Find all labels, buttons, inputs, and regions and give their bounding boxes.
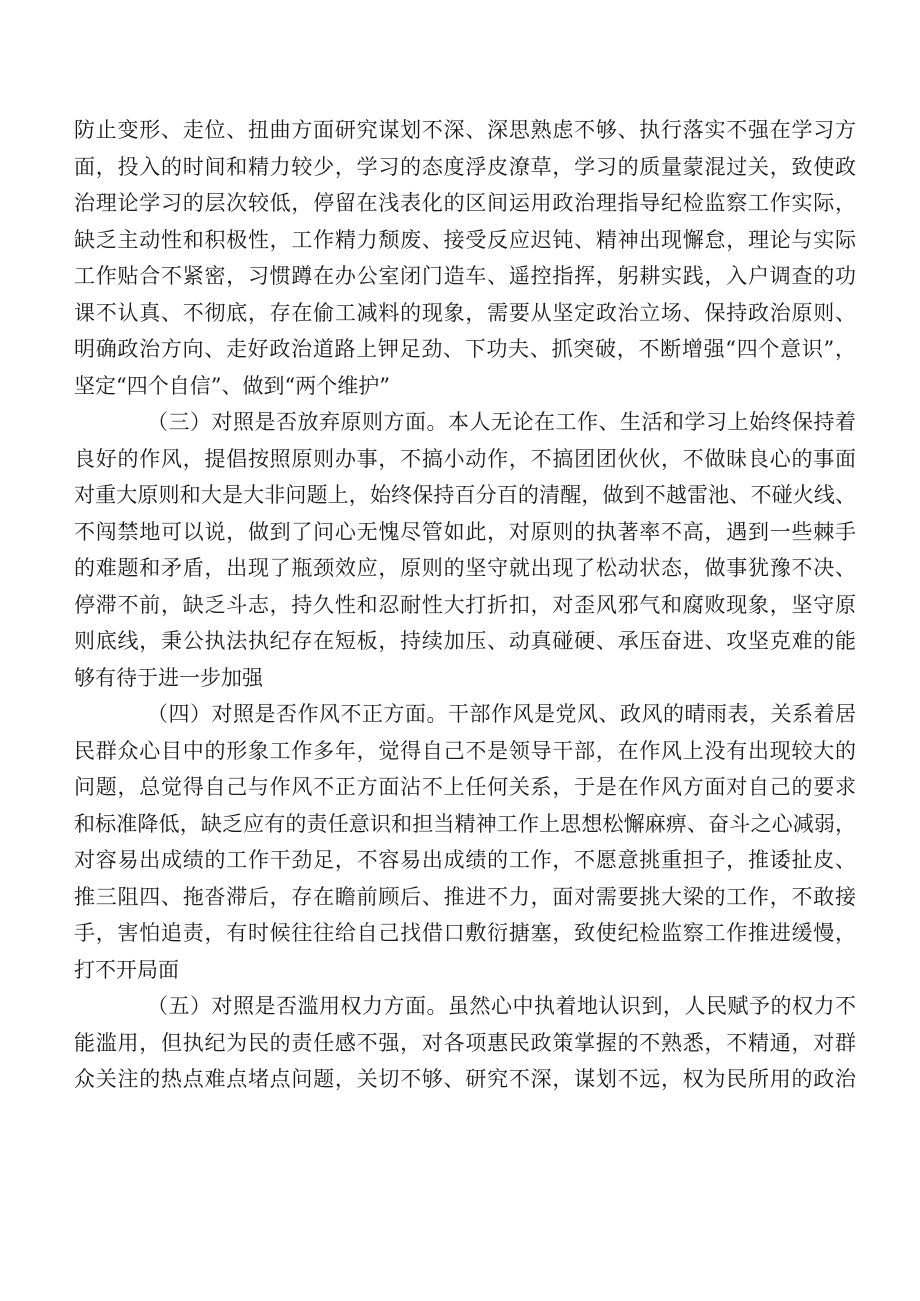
text-line: 坚定“四个自信”、做到“两个维护” [74, 373, 390, 398]
text-line: 不闯禁地可以说，做到了问心无愧尽管如此，对原则的执著率不高，遇到一些棘手 [74, 519, 856, 544]
paragraph-section-5 [74, 988, 856, 1098]
text-line: 和标准降低，缺乏应有的责任意识和担当精神工作上思想松懈麻痹、奋斗之心减弱， [74, 811, 856, 836]
text-line: 工作贴合不紧密，习惯蹲在办公室闭门造车、遥控指挥，躬耕实践，入户调查的功 [74, 264, 856, 288]
text-line: 的难题和矛盾，出现了瓶颈效应，原则的坚守就出现了松动状态，做事犹豫不决、 [74, 556, 856, 580]
paragraph-continuation [74, 112, 856, 404]
text-line: 停滞不前，缺乏斗志，持久性和忍耐性大打折扣，对歪风邪气和腐败现象，坚守原 [74, 592, 856, 617]
section-heading-line: （四）对照是否作风不正方面。干部作风是党风、政风的晴雨表，关系着居 [147, 702, 856, 726]
text-line: 对重大原则和大是大非问题上，始终保持百分百的清醒，做到不越雷池、不碰火线、 [74, 483, 856, 507]
text-line: 课不认真、不彻底，存在偷工减料的现象，需要从坚定政治立场、保持政治原则、 [74, 300, 856, 325]
text-line: 对容易出成绩的工作干劲足，不容易出成绩的工作，不愿意挑重担子，推诿扯皮、 [74, 848, 856, 872]
section-heading-line: （五）对照是否滥用权力方面。虽然心中执着地认识到，人民赋予的权力不 [147, 994, 856, 1018]
document-page [74, 112, 856, 1098]
section-heading-line: （三）对照是否放弃原则方面。本人无论在工作、生活和学习上始终保持着 [147, 410, 856, 434]
paragraph-section-4 [74, 696, 856, 988]
text-line: 良好的作风，提倡按照原则办事，不搞小动作，不搞团团伙伙，不做昧良心的事面 [74, 446, 856, 471]
text-line: 则底线，秉公执法执纪存在短板，持续加压、动真碰硬、承压奋进、攻坚克难的能 [74, 629, 856, 653]
text-line: 缺乏主动性和积极性，工作精力颓废、接受反应迟钝、精神出现懈怠，理论与实际 [74, 227, 856, 252]
text-line: 手，害怕追责，有时候往往给自己找借口敷衍搪塞，致使纪检监察工作推进缓慢， [74, 921, 856, 945]
text-line: 治理论学习的层次较低，停留在浅表化的区间运用政治理指导纪检监察工作实际， [74, 191, 856, 215]
text-line: 够有待于进一步加强 [74, 665, 263, 690]
text-line: 面，投入的时间和精力较少，学习的态度浮皮潦草，学习的质量蒙混过关，致使政 [74, 154, 856, 179]
text-line: 民群众心目中的形象工作多年，觉得自己不是领导干部，在作风上没有出现较大的 [74, 738, 856, 763]
text-line: 打不开局面 [74, 957, 179, 982]
text-line: 明确政治方向、走好政治道路上钾足劲、下功夫、抓突破，不断增强“四个意识”， [74, 337, 856, 361]
text-line: 防止变形、走位、扭曲方面研究谋划不深、深思熟虑不够、执行落实不强在学习方 [74, 118, 856, 142]
paragraph-section-3 [74, 404, 856, 696]
text-line: 能滥用，但执纪为民的责任感不强，对各项惠民政策掌握的不熟悉，不精通，对群 [74, 1030, 856, 1055]
text-line: 问题，总觉得自己与作风不正方面沾不上任何关系，于是在作风方面对自己的要求 [74, 775, 856, 799]
text-line: 众关注的热点难点堵点问题，关切不够、研究不深，谋划不远，权为民所用的政治 [74, 1067, 856, 1091]
text-line: 推三阻四、拖沓滞后，存在瞻前顾后、推进不力，面对需要挑大梁的工作，不敢接 [74, 884, 856, 909]
